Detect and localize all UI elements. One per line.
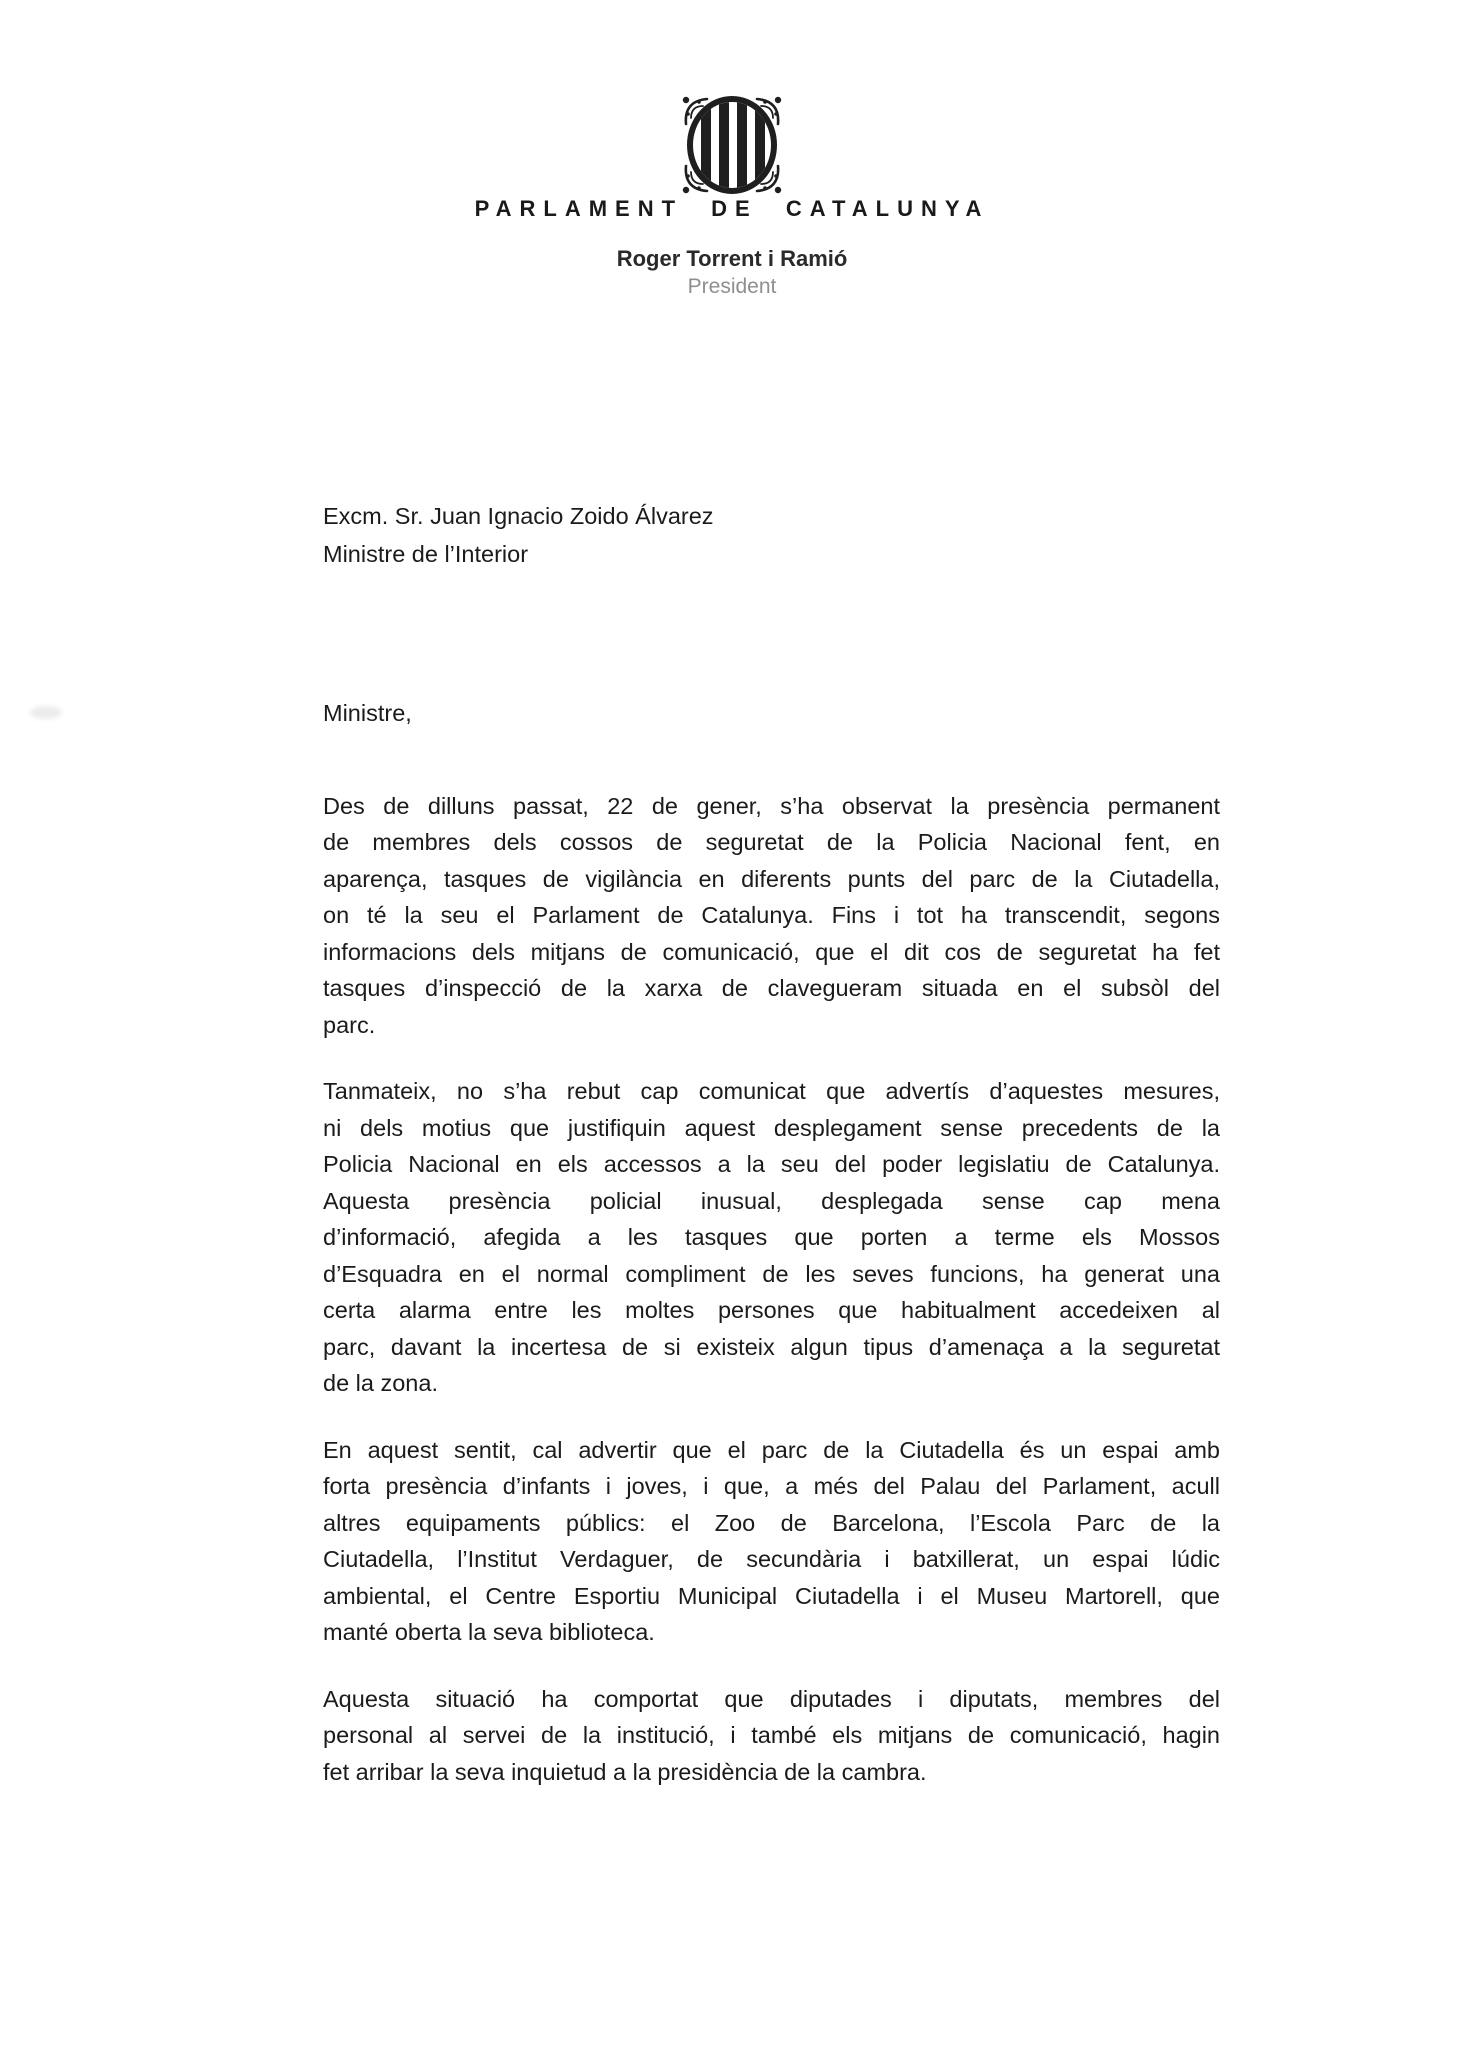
salutation: Ministre, <box>323 700 412 726</box>
letter-body <box>323 497 1220 1790</box>
sender-name: Roger Torrent i Ramió <box>616 246 848 271</box>
paragraph-line: on té la seu el Parlament de Catalunya. Fins i tot ha transcendit, segons <box>323 902 1220 928</box>
paragraph-line: En aquest sentit, cal advertir que el parc de la Ciutadella és un espai amb <box>323 1436 1220 1463</box>
paragraph-line: Des de dilluns passat, 22 de gener, s’ha observat la presència permanent <box>323 792 1220 819</box>
recipient-block <box>323 497 1220 573</box>
sender-role: President <box>687 275 777 298</box>
parlament-emblem-icon <box>677 92 787 198</box>
recipient-name: Excm. Sr. Juan Ignacio Zoido Álvarez <box>323 503 714 529</box>
scan-artifact <box>30 706 62 719</box>
paragraph-line: manté oberta la seva biblioteca. <box>323 1619 655 1645</box>
paragraph-line: de membres dels cossos de seguretat de la Policia Nacional fent, en <box>323 829 1220 855</box>
paragraph-line: tasques d’inspecció de la xarxa de clavegueram situada en el subsòl del <box>323 975 1220 1001</box>
paragraph-line: personal al servei de la institució, i també els mitjans de comunicació, hagin <box>323 1722 1220 1748</box>
paragraph-line: d’Esquadra en el normal compliment de les seves funcions, ha generat una <box>323 1260 1220 1287</box>
recipient-title: Ministre de l’Interior <box>323 541 529 567</box>
letterhead <box>0 92 1464 299</box>
paragraph-line: ni dels motius que justifiquin aquest desplegament sense precedents de la <box>323 1114 1220 1141</box>
paragraph-line: Aquesta presència policial inusual, desplegada sense cap mena <box>323 1187 1220 1214</box>
paragraph-line: certa alarma entre les moltes persones que habitualment accedeixen al <box>323 1297 1220 1323</box>
paragraph-line: parc. <box>323 1011 376 1038</box>
paragraph-line: d’informació, afegida a les tasques que porten a terme els Mossos <box>323 1224 1220 1250</box>
paragraph-line: parc, davant la incertesa de si existeix algun tipus d’amenaça a la seguretat <box>323 1333 1220 1360</box>
paragraph-line: fet arribar la seva inquietud a la presidència de la cambra. <box>323 1758 927 1785</box>
paragraph-4 <box>323 1681 1220 1791</box>
paragraph-line: forta presència d’infants i joves, i que, a més del Palau del Parlament, acull <box>323 1473 1220 1499</box>
paragraph-3 <box>323 1432 1220 1651</box>
paragraph-line: ambiental, el Centre Esportiu Municipal Ciutadella i el Museu Martorell, que <box>323 1582 1220 1609</box>
paragraph-line: de la zona. <box>323 1370 438 1396</box>
organization-title: PARLAMENT DE CATALUNYA <box>474 196 990 221</box>
paragraph-line: aparença, tasques de vigilància en diferents punts del parc de la Ciutadella, <box>323 865 1220 892</box>
paragraph-line: Ciutadella, l’Institut Verdaguer, de secundària i batxillerat, un espai lúdic <box>323 1546 1220 1572</box>
paragraph-line: Policia Nacional en els accessos a la seu del poder legislatiu de Catalunya. <box>323 1151 1220 1177</box>
paragraph-line: Tanmateix, no s’ha rebut cap comunicat que advertís d’aquestes mesures, <box>323 1078 1220 1104</box>
paragraph-line: Aquesta situació ha comportat que diputades i diputats, membres del <box>323 1685 1220 1712</box>
paragraph-line: altres equipaments públics: el Zoo de Barcelona, l’Escola Parc de la <box>323 1509 1220 1536</box>
paragraph-line: informacions dels mitjans de comunicació, que el dit cos de seguretat ha fet <box>323 938 1220 965</box>
paragraph-1 <box>323 788 1220 1044</box>
paragraph-2 <box>323 1073 1220 1402</box>
